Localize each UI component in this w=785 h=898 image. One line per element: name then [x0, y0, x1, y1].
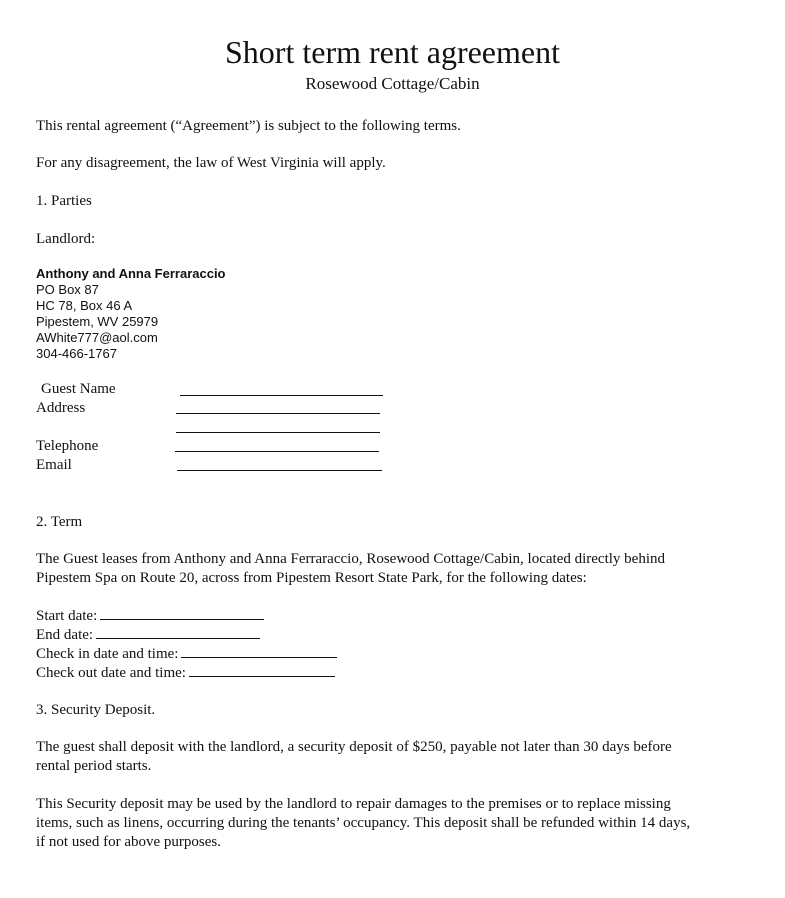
landlord-name: Anthony and Anna Ferraraccio	[36, 266, 226, 281]
landlord-city-state-zip: Pipestem, WV 25979	[36, 314, 159, 329]
landlord-label: Landlord:	[36, 231, 96, 247]
checkin-row	[36, 644, 761, 664]
end-date-row	[36, 625, 761, 645]
term-paragraph-line-2: Pipestem Spa on Route 20, across from Pipestem Resort State Park, for the following dates:	[36, 570, 587, 586]
document-subtitle: Rosewood Cottage/Cabin	[305, 74, 480, 93]
guest-name-field[interactable]	[180, 395, 383, 396]
email-field[interactable]	[177, 470, 382, 471]
section-term-heading: 2. Term	[36, 514, 83, 530]
landlord-address-line: HC 78, Box 46 A	[36, 298, 133, 313]
checkout-label: Check out date and time:	[36, 665, 186, 681]
term-paragraph-line-1: The Guest leases from Anthony and Anna Ferraraccio, Rosewood Cottage/Cabin, located directly behind	[36, 551, 665, 567]
section-deposit-heading: 3. Security Deposit.	[36, 702, 156, 718]
telephone-field[interactable]	[175, 451, 379, 452]
address-label: Address	[36, 400, 86, 416]
end-date-label: End date:	[36, 627, 94, 643]
deposit-paragraph-line-2: rental period starts.	[36, 758, 152, 774]
usage-paragraph-line-2: items, such as linens, occurring during the tenants’ occupancy. This deposit shall be refunded within 14 days,	[36, 815, 691, 831]
address-field-line-1[interactable]	[176, 413, 380, 414]
telephone-label: Telephone	[36, 438, 99, 454]
landlord-phone: 304-466-1767	[36, 346, 117, 361]
landlord-email: AWhite777@aol.com	[36, 330, 158, 345]
address-field-line-2[interactable]	[176, 432, 380, 433]
start-date-label: Start date:	[36, 608, 98, 624]
checkin-label: Check in date and time:	[36, 646, 179, 662]
checkout-row	[36, 663, 761, 683]
law-paragraph: For any disagreement, the law of West Virginia will apply.	[36, 155, 386, 171]
guest-name-label: Guest Name	[41, 381, 116, 397]
usage-paragraph-line-3: if not used for above purposes.	[36, 834, 221, 850]
start-date-row	[36, 606, 761, 626]
checkin-field[interactable]	[181, 644, 337, 658]
section-parties-heading: 1. Parties	[36, 193, 92, 209]
usage-paragraph-line-1: This Security deposit may be used by the landlord to repair damages to the premises or to replace missing	[36, 796, 671, 812]
checkout-field[interactable]	[189, 663, 335, 677]
end-date-field[interactable]	[96, 625, 260, 639]
landlord-po-box: PO Box 87	[36, 282, 99, 297]
email-label: Email	[36, 457, 72, 473]
deposit-paragraph-line-1: The guest shall deposit with the landlord, a security deposit of $250, payable not later than 30 days before	[36, 739, 672, 755]
document-title: Short term rent agreement	[225, 34, 560, 70]
start-date-field[interactable]	[100, 606, 264, 620]
intro-paragraph: This rental agreement (“Agreement”) is subject to the following terms.	[36, 118, 461, 134]
